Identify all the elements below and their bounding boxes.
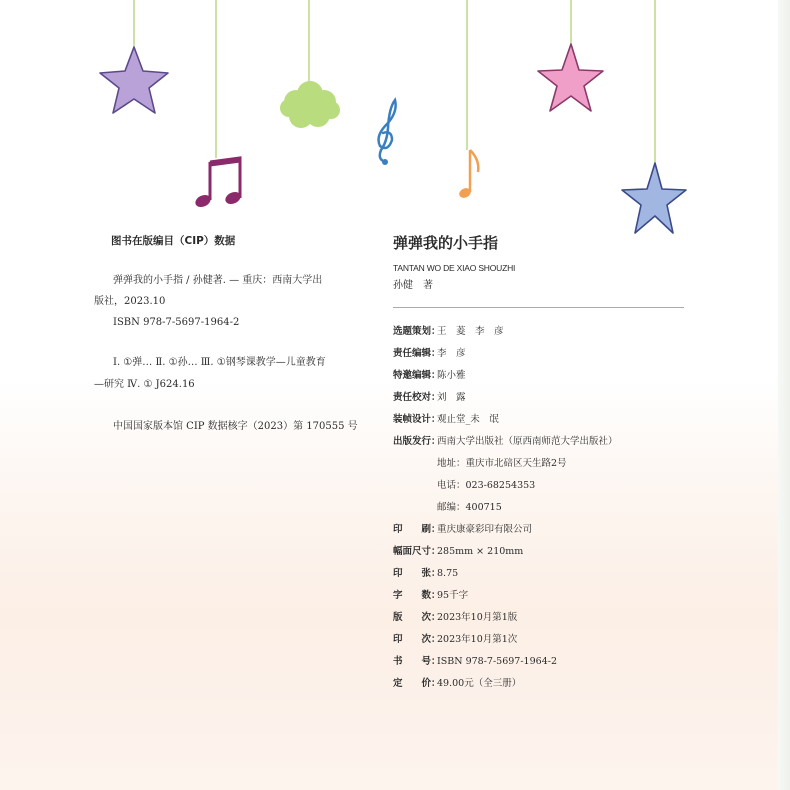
book-title: 弹弹我的小手指 [393, 234, 499, 252]
spec-value: 285mm × 210mm [437, 546, 524, 557]
credit-label: 装帧设计： [393, 414, 441, 425]
spec-label: 印 刷： [393, 524, 441, 535]
spec-value: 8.75 [437, 568, 459, 579]
cip-line-1: 弹弹我的小手指 / 孙健著. — 重庆：西南大学出 [113, 275, 323, 286]
cip-record-number: 中国国家版本馆 CIP 数据核字（2023）第 170555 号 [113, 421, 358, 432]
publisher-address: 地址：重庆市北碚区天生路2号 [437, 458, 567, 469]
music-note-icon [458, 150, 479, 200]
spec-label: 书 号： [393, 656, 441, 667]
credit-value: 王 菱 李 彦 [437, 326, 504, 337]
credit-label: 出版发行： [393, 436, 441, 447]
credit-value: 西南大学出版社（原西南师范大学出版社） [437, 436, 618, 447]
publisher-postcode: 邮编：400715 [437, 502, 502, 513]
spec-value: ISBN 978-7-5697-1964-2 [437, 656, 557, 667]
cloud-icon [280, 81, 340, 128]
spec-value: 49.00元（全三册） [437, 678, 522, 689]
spec-value: 2023年10月第1次 [437, 634, 518, 645]
credit-value: 刘 露 [437, 392, 466, 403]
publisher-phone: 电话：023-68254353 [437, 480, 536, 491]
book-title-pinyin: TANTAN WO DE XIAO SHOUZHI [393, 263, 516, 273]
spec-label: 幅面尺寸： [393, 546, 441, 557]
cip-title: 图书在版编目（CIP）数据 [111, 235, 236, 247]
spec-value: 重庆康豪彩印有限公司 [437, 524, 533, 535]
star-icon [622, 163, 686, 233]
credit-label: 特邀编辑： [393, 370, 441, 381]
credit-value: 观止堂_未 氓 [437, 414, 499, 425]
spec-label: 版 次： [393, 612, 441, 623]
cip-isbn: ISBN 978-7-5697-1964-2 [113, 317, 240, 328]
music-note-icon [193, 158, 242, 209]
credit-label: 责任编辑： [393, 348, 441, 359]
credit-value: 李 彦 [437, 348, 466, 359]
book-author: 孙健 著 [393, 280, 433, 291]
spec-value: 95千字 [437, 590, 469, 601]
spec-label: 字 数： [393, 590, 441, 601]
star-icon [538, 44, 603, 111]
treble-clef-icon [379, 100, 396, 165]
cip-classification: Ⅰ. ①弹… Ⅱ. ①孙… Ⅲ. ①钢琴课教学—儿童教育 [113, 357, 326, 368]
credit-value: 陈小雅 [437, 370, 466, 381]
spec-label: 印 次： [393, 634, 441, 645]
spec-value: 2023年10月第1版 [437, 612, 518, 623]
cip-classification-cont: —研究 Ⅳ. ① J624.16 [94, 379, 195, 390]
credit-label: 责任校对： [393, 392, 441, 403]
spec-label: 定 价： [393, 678, 441, 689]
divider [393, 307, 684, 308]
cip-line-2: 版社，2023.10 [94, 296, 166, 307]
star-icon [100, 47, 168, 113]
spec-label: 印 张： [393, 568, 441, 579]
credit-label: 选题策划： [393, 326, 441, 337]
